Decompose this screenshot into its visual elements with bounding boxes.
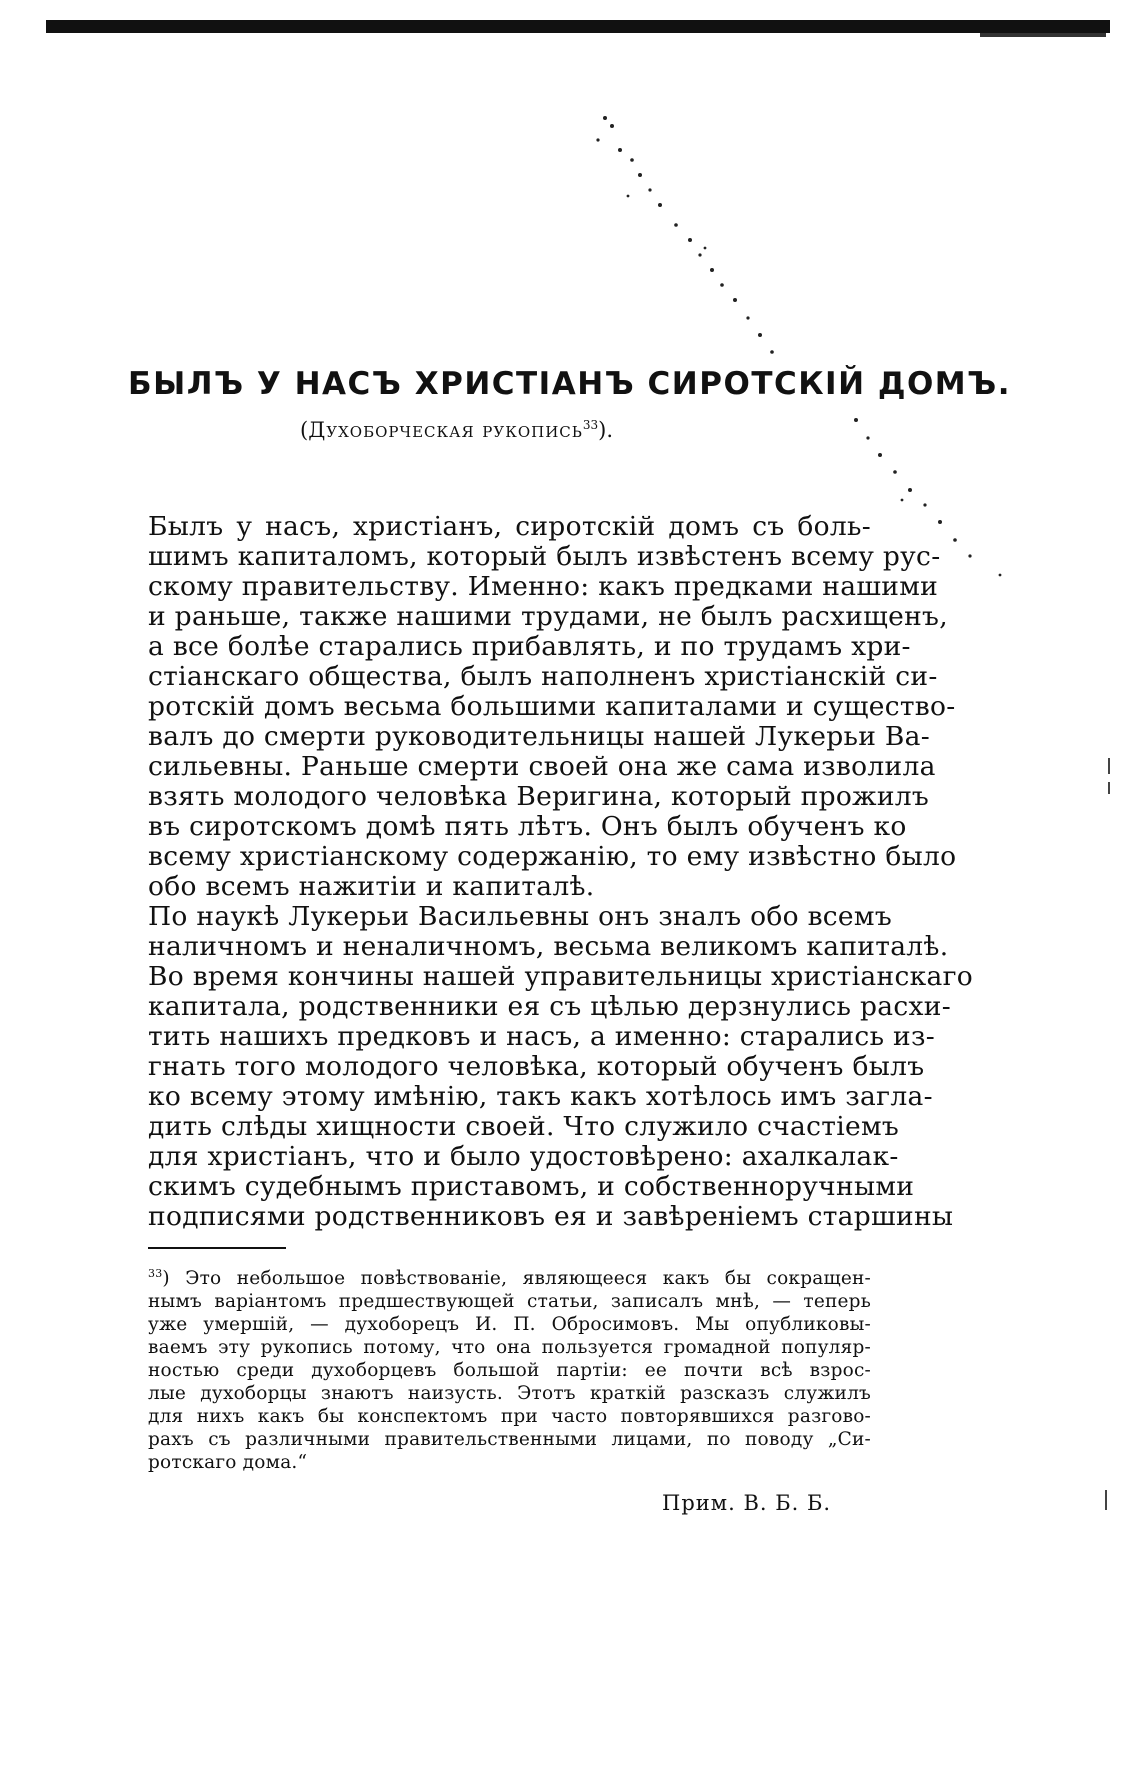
footnote-line: ротскаго дома.“ xyxy=(148,1452,308,1474)
subtitle-open-paren: ( xyxy=(300,418,309,442)
body-line: дить слѣды хищности своей. Что служило счастіемъ xyxy=(148,1111,900,1142)
footnote-line: уже умершій, — духоборецъ И. П. Обросимовъ. Мы опубликовы- xyxy=(148,1314,871,1336)
body-line: въ сиротскомъ домѣ пять лѣтъ. Онъ былъ обученъ ко xyxy=(148,811,907,842)
editor-signature: Прим. В. Б. Б. xyxy=(662,1491,832,1515)
body-line: а все болѣе старались прибавлять, и по трудамъ хри- xyxy=(148,631,911,662)
footnote-reference: 33 xyxy=(582,418,599,432)
body-line: взять молодого человѣка Веригина, который прожилъ xyxy=(148,781,930,812)
footnote-line-text: ) Это небольшое повѣствованіе, являющееся какъ бы сокращен- xyxy=(162,1268,871,1290)
body-line: шимъ капиталомъ, который былъ извѣстенъ всему рус- xyxy=(148,541,941,572)
body-line: и раньше, также нашими трудами, не былъ расхищенъ, xyxy=(148,601,948,632)
body-line: валъ до смерти руководительницы нашей Лукерьи Ва- xyxy=(148,721,931,752)
top-border-rule-tail xyxy=(980,33,1106,37)
footnote-line xyxy=(148,1262,871,1290)
footnote-line: лые духоборцы знаютъ наизусть. Этотъ краткій разсказъ служилъ xyxy=(148,1383,871,1405)
body-line: обо всемъ нажитіи и капиталѣ. xyxy=(148,871,595,902)
article-title: БЫЛЪ У НАСЪ ХРИСТІАНЪ СИРОТСКІЙ ДОМЪ. xyxy=(128,366,1012,402)
subtitle-close-paren: ). xyxy=(598,418,614,442)
footnote-line: ваемъ эту рукопись потому, что она пользуется громадной популяр- xyxy=(148,1337,871,1359)
body-line: сильевны. Раньше смерти своей она же сама изволила xyxy=(148,751,936,782)
body-line: всему христіанскому содержанію, то ему извѣстно было xyxy=(148,841,957,872)
body-line: По наукѣ Лукерьи Васильевны онъ зналъ обо всемъ xyxy=(148,901,892,932)
body-line: скимъ судебнымъ приставомъ, и собственноручными xyxy=(148,1171,915,1202)
footnote-line: нымъ варіантомъ предшествующей статьи, записалъ мнѣ, — теперь xyxy=(148,1291,871,1313)
body-line: гнать того молодого человѣка, который обученъ былъ xyxy=(148,1051,925,1082)
body-line: ко всему этому имѣнію, такъ какъ хотѣлось имъ загла- xyxy=(148,1081,933,1112)
body-line: скому правительству. Именно: какъ предками нашими xyxy=(148,571,939,602)
body-line: подписями родственниковъ ея и завѣреніемъ старшины xyxy=(148,1201,954,1232)
footnote-line: рахъ съ различными правительственными лицами, по поводу „Си- xyxy=(148,1429,871,1451)
body-line: тить нашихъ предковъ и насъ, а именно: старались из- xyxy=(148,1021,935,1052)
body-line: Былъ у насъ, христіанъ, сиротскій домъ съ боль- xyxy=(148,511,871,542)
footnote-divider xyxy=(148,1247,286,1249)
footnote-line: для нихъ какъ бы конспектомъ при часто повторявшихся разгово- xyxy=(148,1406,871,1428)
footnote-marker: 33 xyxy=(148,1267,163,1280)
footnote-line: ностью среди духоборцевъ большой партіи: ее почти всѣ взрос- xyxy=(148,1360,871,1382)
body-line: Во время кончины нашей управительницы христіанскаго xyxy=(148,961,974,992)
footnote xyxy=(148,1262,871,1474)
body-line: для христіанъ, что и было удостовѣрено: ахалкалак- xyxy=(148,1141,899,1172)
body-line: наличномъ и неналичномъ, весьма великомъ капиталѣ. xyxy=(148,931,949,962)
body-line: ротскій домъ весьма большими капиталами и существо- xyxy=(148,691,956,722)
article-subtitle xyxy=(300,418,613,442)
article-body xyxy=(148,511,974,1232)
body-line: стіанскаго общества, былъ наполненъ христіанскій си- xyxy=(148,661,938,692)
body-line: капитала, родственники ея съ цѣлью дерзнулись расхи- xyxy=(148,991,951,1022)
subtitle-text: Духоборческая рукопись xyxy=(308,418,583,442)
top-border-rule xyxy=(46,20,1110,33)
